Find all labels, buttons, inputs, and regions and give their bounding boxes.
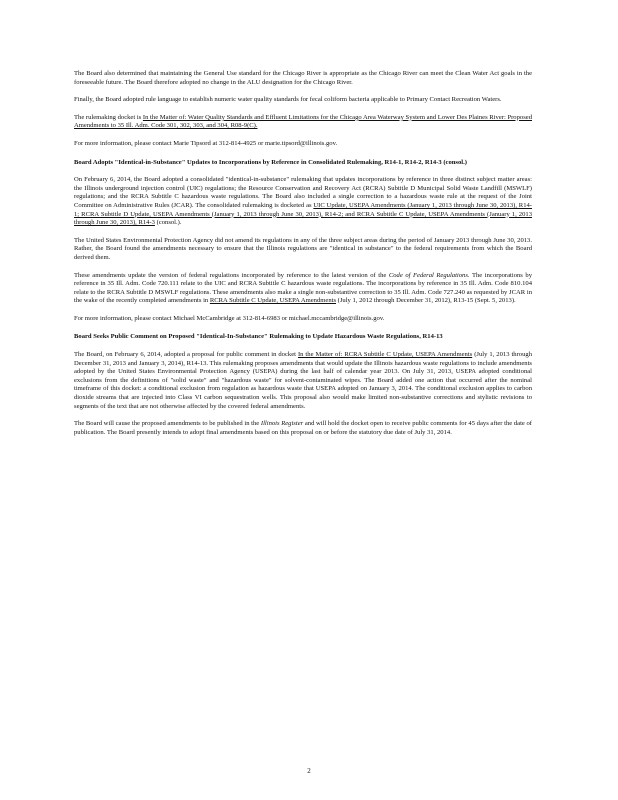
- amendments-text-2: . The incorporations by reference in 35 Ill. Adm. Code 720.111 relate to the UIC and RCRA Subtitle C hazardous waste regulations. The incorporations by reference in 35 Ill. Adm. Code 810.104 relate to the RCRA Subtitle D MSWLF regulations. These amendments also make a single non-substantive correction to 35 Ill. Adm. Code 727.240 as requested by JCAR in the wake of the recently completed amendments in: [74, 271, 532, 305]
- publication-text-2: and will hold the docket open to receive public comments for 45 days after the date of publication. The Board presently intends to adopt final amendments based on this proposal on or before the statutory due date of July 31, 2014.: [74, 420, 532, 436]
- paragraph-publication: [74, 420, 532, 437]
- page-content: [74, 70, 532, 446]
- paragraph-fecal-coliform: Finally, the Board adopted rule language to establish numeric water quality standards for fecal coliform bacteria applicable to Primary Contact Recreation Waters.: [74, 96, 502, 104]
- proposal-text-1: The Board, on February 6, 2014, adopted a proposal for public comment in docket: [74, 351, 298, 359]
- paragraph-chicago-river: The Board also determined that maintaining the General Use standard for the Chicago River is appropriate as the Chicago River can meet the Clean Water Act goals in the foreseeable future. The Board therefore adopted no change in the ALU designation for the Chicago River.: [74, 70, 532, 86]
- docket-intro-text: The rulemaking docket is: [74, 113, 143, 121]
- proposal-docket-title: In the Matter of: RCRA Subtitle C Update, USEPA Amendments: [297, 351, 473, 359]
- contact-tipsord: For more information, please contact Marie Tipsord at 312-814-4925 or marie.tipsord@illinois.gov.: [74, 139, 338, 147]
- proposal-text-2: (July 1, 2013 through December 31, 2013 and January 3, 2014), R14-13. This rulemaking proposes amendments that would update the Illinois hazardous waste regulations to include amendments adopted by the United States Environmental Protection Agency (USEPA) during the last half of calendar year 2013. On July 31, 2013, USEPA adopted conditional exclusions from the definitions of "solid waste" and "hazardous waste" for solvent-contaminated wipes. The Board added one action that occurred after the nominal timeframe of this docket: a conditional exclusion from regulation as hazardous waste that USEPA adopted on January 3, 2014. The conditional exclusion applies to carbon dioxide streams that are injected into Class VI carbon sequestration wells. This proposal also would make limited non-substantive corrections and stylistic revisions to segments of the text that are not otherwise affected by the covered federal amendments.: [74, 351, 532, 410]
- cfr-title: Code of Federal Regulations: [388, 271, 468, 279]
- consolidated-intro-text: On February 6, 2014, the Board adopted a consolidated "identical-in-substance" rulemaking that updates incorporations by reference in three distinct subject matter areas: the Illinois underground injection control (UIC) regulations; the Resource Conservation and Recovery Act (RCRA) Subtitle D Municipal Solid Waste Landfill (MSWLF) regulations; and the RCRA Subtitle C hazardous waste regulations. The Board also included a single correction to a hazardous waste rule at the request of the Joint Committee on Administrative Rules (JCAR). The consolidated rulemaking is docketed as: [74, 176, 532, 209]
- amendments-text-1: These amendments update the version of federal regulations incorporated by reference to the latest version of the: [74, 271, 389, 279]
- consolidated-docket-titles: UIC Update, USEPA Amendments (January 1, 2013 through June 30, 2013), R14-1; RCRA Subtitle D Update, USEPA Amendments (January 1, 2013 through June 30, 2013), R14-2; and RCRA Subtitle C Update, USEPA Amendments (January 1, 2013 through June 30, 2013), R14-3: [74, 201, 532, 227]
- illinois-register-title: Illinois Register: [260, 420, 304, 428]
- section-heading-incorporations: Board Adopts "Identical-in-Substance" Updates to Incorporations by Reference in Consolidated Rulemaking, R14-1, R14-2, R14-3 (consol.): [74, 158, 467, 166]
- page-number: 2: [307, 767, 311, 775]
- rcra-update-title: RCRA Subtitle C Update, USEPA Amendments: [209, 297, 337, 305]
- contact-mccambridge: For more information, please contact Michael McCambridge at 312-814-6983 or michael.mccambridge@illinois.gov.: [74, 314, 385, 322]
- paragraph-amendments-update: [74, 272, 532, 306]
- paragraph-consolidated-rulemaking: [74, 176, 532, 228]
- paragraph-proposal: [74, 351, 532, 411]
- paragraph-rulemaking-docket: [74, 114, 532, 131]
- paragraph-usepa-no-amend: The United States Environmental Protection Agency did not amend its regulations in any of the three subject areas during the period of January 2013 through June 30, 2013. Rather, the Board found the amendments necessary to ensure that the Illinois regulations are "identical in substance" to the federal requirements from which the Board derived them.: [74, 236, 532, 261]
- docket-title: In the Matter of: Water Quality Standards and Effluent Limitations for the Chicago Area Waterway System and Lower Des Plaines River: Proposed Amendments to 35 Ill. Adm. Code 301, 302, 303, and 304, R08-9(C).: [74, 113, 532, 130]
- publication-text-1: The Board will cause the proposed amendments to be published in the: [74, 420, 261, 428]
- section-heading-public-comment: Board Seeks Public Comment on Proposed "Identical-In-Substance" Rulemaking to Update Hazardous Waste Regulations, R14-13: [74, 333, 443, 341]
- amendments-text-3: (July 1, 2012 through December 31, 2012), R13-15 (Sept. 5, 2013).: [336, 297, 516, 305]
- consolidated-suffix: (consol.).: [154, 219, 182, 227]
